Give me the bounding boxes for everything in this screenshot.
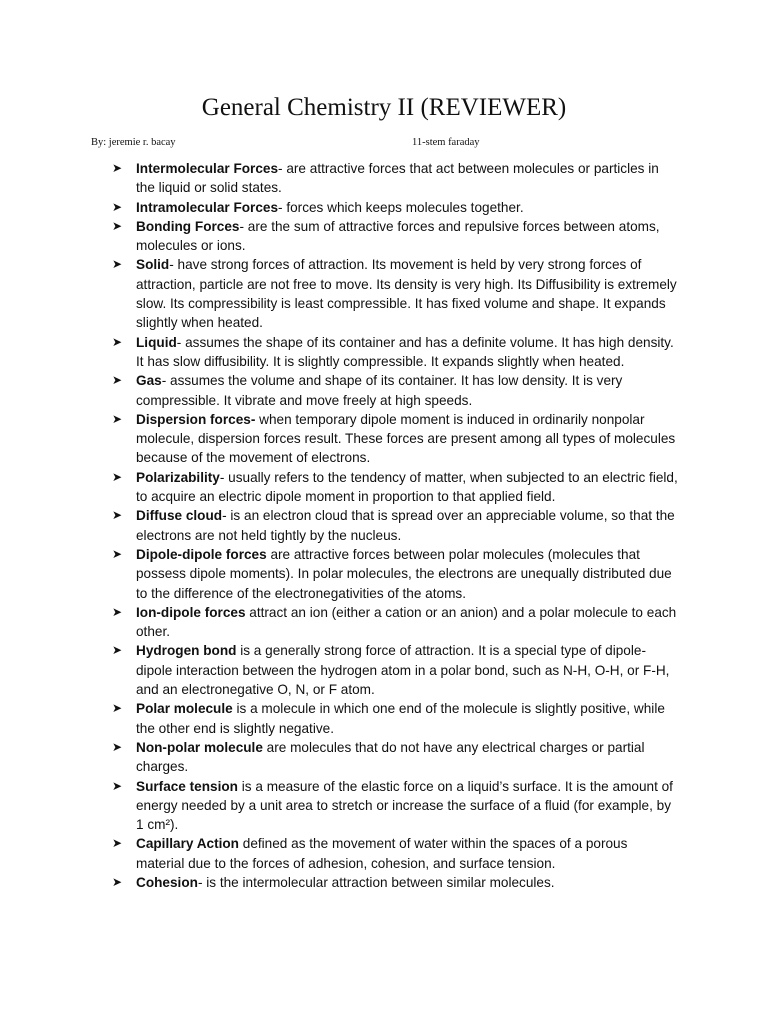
definition-item: [112, 641, 678, 699]
arrowhead-bullet-icon: ➤: [112, 604, 123, 619]
definition-term: Hydrogen bond: [136, 643, 237, 659]
definition-item: [112, 545, 678, 603]
definition-term: Intermolecular Forces: [136, 161, 279, 176]
arrowhead-bullet-icon: ➤: [112, 701, 123, 716]
arrowhead-bullet-icon: ➤: [112, 257, 123, 272]
definition-item: [112, 371, 678, 410]
arrowhead-bullet-icon: ➤: [112, 874, 123, 889]
definition-text: - is the intermolecular attraction between similar molecules.: [197, 874, 555, 890]
class-section: 11-stem faraday: [412, 137, 480, 148]
definition-text: is a molecule in which one end of the molecule is slightly positive, while the other end is slightly negative.: [136, 701, 665, 736]
arrowhead-bullet-icon: ➤: [112, 373, 123, 388]
definition-term: Dipole-dipole forces: [136, 546, 267, 562]
arrowhead-bullet-icon: ➤: [112, 334, 123, 349]
definition-item: [112, 506, 678, 545]
definition-term: Polarizability: [136, 469, 220, 485]
definition-term: Capillary Action: [136, 836, 239, 852]
definition-text: - are the sum of attractive forces and repulsive forces between atoms, molecules or ions.: [136, 218, 660, 254]
definition-item: [112, 255, 678, 332]
definition-text: - assumes the shape of its container and has a definite volume. It has high density. It has slow diffusibility. It is slightly compressible. It expands slightly when heated.: [136, 334, 674, 369]
definition-text: attract an ion (either a cation or an anion) and a polar molecule to each other.: [136, 604, 677, 640]
definition-term: Cohesion: [136, 874, 198, 890]
definition-term: Ion-dipole forces: [136, 604, 246, 620]
definition-item: [112, 834, 678, 873]
arrowhead-bullet-icon: ➤: [112, 643, 123, 658]
arrowhead-bullet-icon: ➤: [112, 161, 123, 175]
arrowhead-bullet-icon: ➤: [112, 508, 123, 523]
definition-term: Diffuse cloud: [136, 508, 223, 524]
definition-text: - forces which keeps molecules together.: [278, 199, 524, 215]
arrowhead-bullet-icon: ➤: [112, 411, 123, 426]
definition-text: when temporary dipole moment is induced in ordinarily nonpolar molecule, dispersion forces result. These forces are present among all types of molecules because of the movement of electrons.: [136, 411, 676, 466]
definition-text: - have strong forces of attraction. Its movement is held by very strong forces of attraction, particle are not free to move. Its density is very high. Its Diffusibility is extremely slow. Its compressibility is least compressible. It has fixed volume and shape. It expands slightly when heated.: [136, 257, 677, 331]
definition-text: - is an electron cloud that is spread over an appreciable volume, so that the electrons are not held tightly by the nucleus.: [136, 508, 675, 543]
author-byline: By: jeremie r. bacay: [91, 137, 176, 148]
definition-term: Solid: [136, 257, 170, 273]
definition-item: [112, 468, 678, 507]
arrowhead-bullet-icon: ➤: [112, 739, 123, 754]
arrowhead-bullet-icon: ➤: [112, 218, 123, 233]
definition-text: - usually refers to the tendency of matter, when subjected to an electric field, to acquire an electric dipole moment in proportion to that applied field.: [136, 469, 678, 505]
definition-item: [112, 777, 678, 835]
definition-term: Gas: [136, 373, 162, 389]
arrowhead-bullet-icon: ➤: [112, 546, 123, 561]
definition-text: defined as the movement of water within the spaces of a porous material due to the forces of adhesion, cohesion, and surface tension.: [136, 836, 628, 871]
definition-term: Dispersion forces-: [136, 411, 256, 427]
definition-text: is a measure of the elastic force on a liquid’s surface. It is the amount of energy needed by a unit area to stretch or increase the surface of a fluid (for example, by 1 cm²).: [136, 778, 673, 833]
definition-item: [112, 699, 678, 738]
definition-term: Surface tension: [136, 778, 238, 794]
document-title: General Chemistry II (REVIEWER): [201, 94, 567, 121]
arrowhead-bullet-icon: ➤: [112, 469, 123, 484]
definition-term: Polar molecule: [136, 701, 233, 717]
definition-item: [112, 410, 678, 468]
definition-item: [112, 159, 678, 198]
definition-text: - assumes the volume and shape of its container. It has low density. It is very compressible. It vibrate and move freely at high speeds.: [136, 373, 623, 408]
definition-term: Bonding Forces: [136, 218, 240, 234]
definition-text: is a generally strong force of attraction. It is a special type of dipole-dipole interaction between the hydrogen atom in a polar bond, such as N-H, O-H, or F-H, and an electronegative O, N, or F atom.: [136, 643, 670, 698]
definition-text: - are attractive forces that act between molecules or particles in the liquid or solid states.: [136, 161, 659, 196]
arrowhead-bullet-icon: ➤: [112, 778, 123, 793]
definition-text: are attractive forces between polar molecules (molecules that possess dipole moments). In polar molecules, the electrons are unequally distributed due to the difference of the electronegativities of the atoms.: [136, 546, 672, 601]
definition-item: [112, 333, 678, 372]
definition-item: [112, 217, 678, 256]
definition-item: [112, 603, 678, 642]
definition-text: are molecules that do not have any electrical charges or partial charges.: [136, 739, 645, 775]
arrowhead-bullet-icon: ➤: [112, 836, 123, 851]
definition-term: Liquid: [136, 334, 177, 350]
definition-term: Non-polar molecule: [136, 739, 263, 755]
arrowhead-bullet-icon: ➤: [112, 199, 123, 214]
definition-item: [112, 738, 678, 777]
definition-list: [112, 159, 678, 892]
definition-item: [112, 873, 678, 892]
definition-term: Intramolecular Forces: [136, 199, 279, 215]
definition-item: [112, 198, 678, 217]
